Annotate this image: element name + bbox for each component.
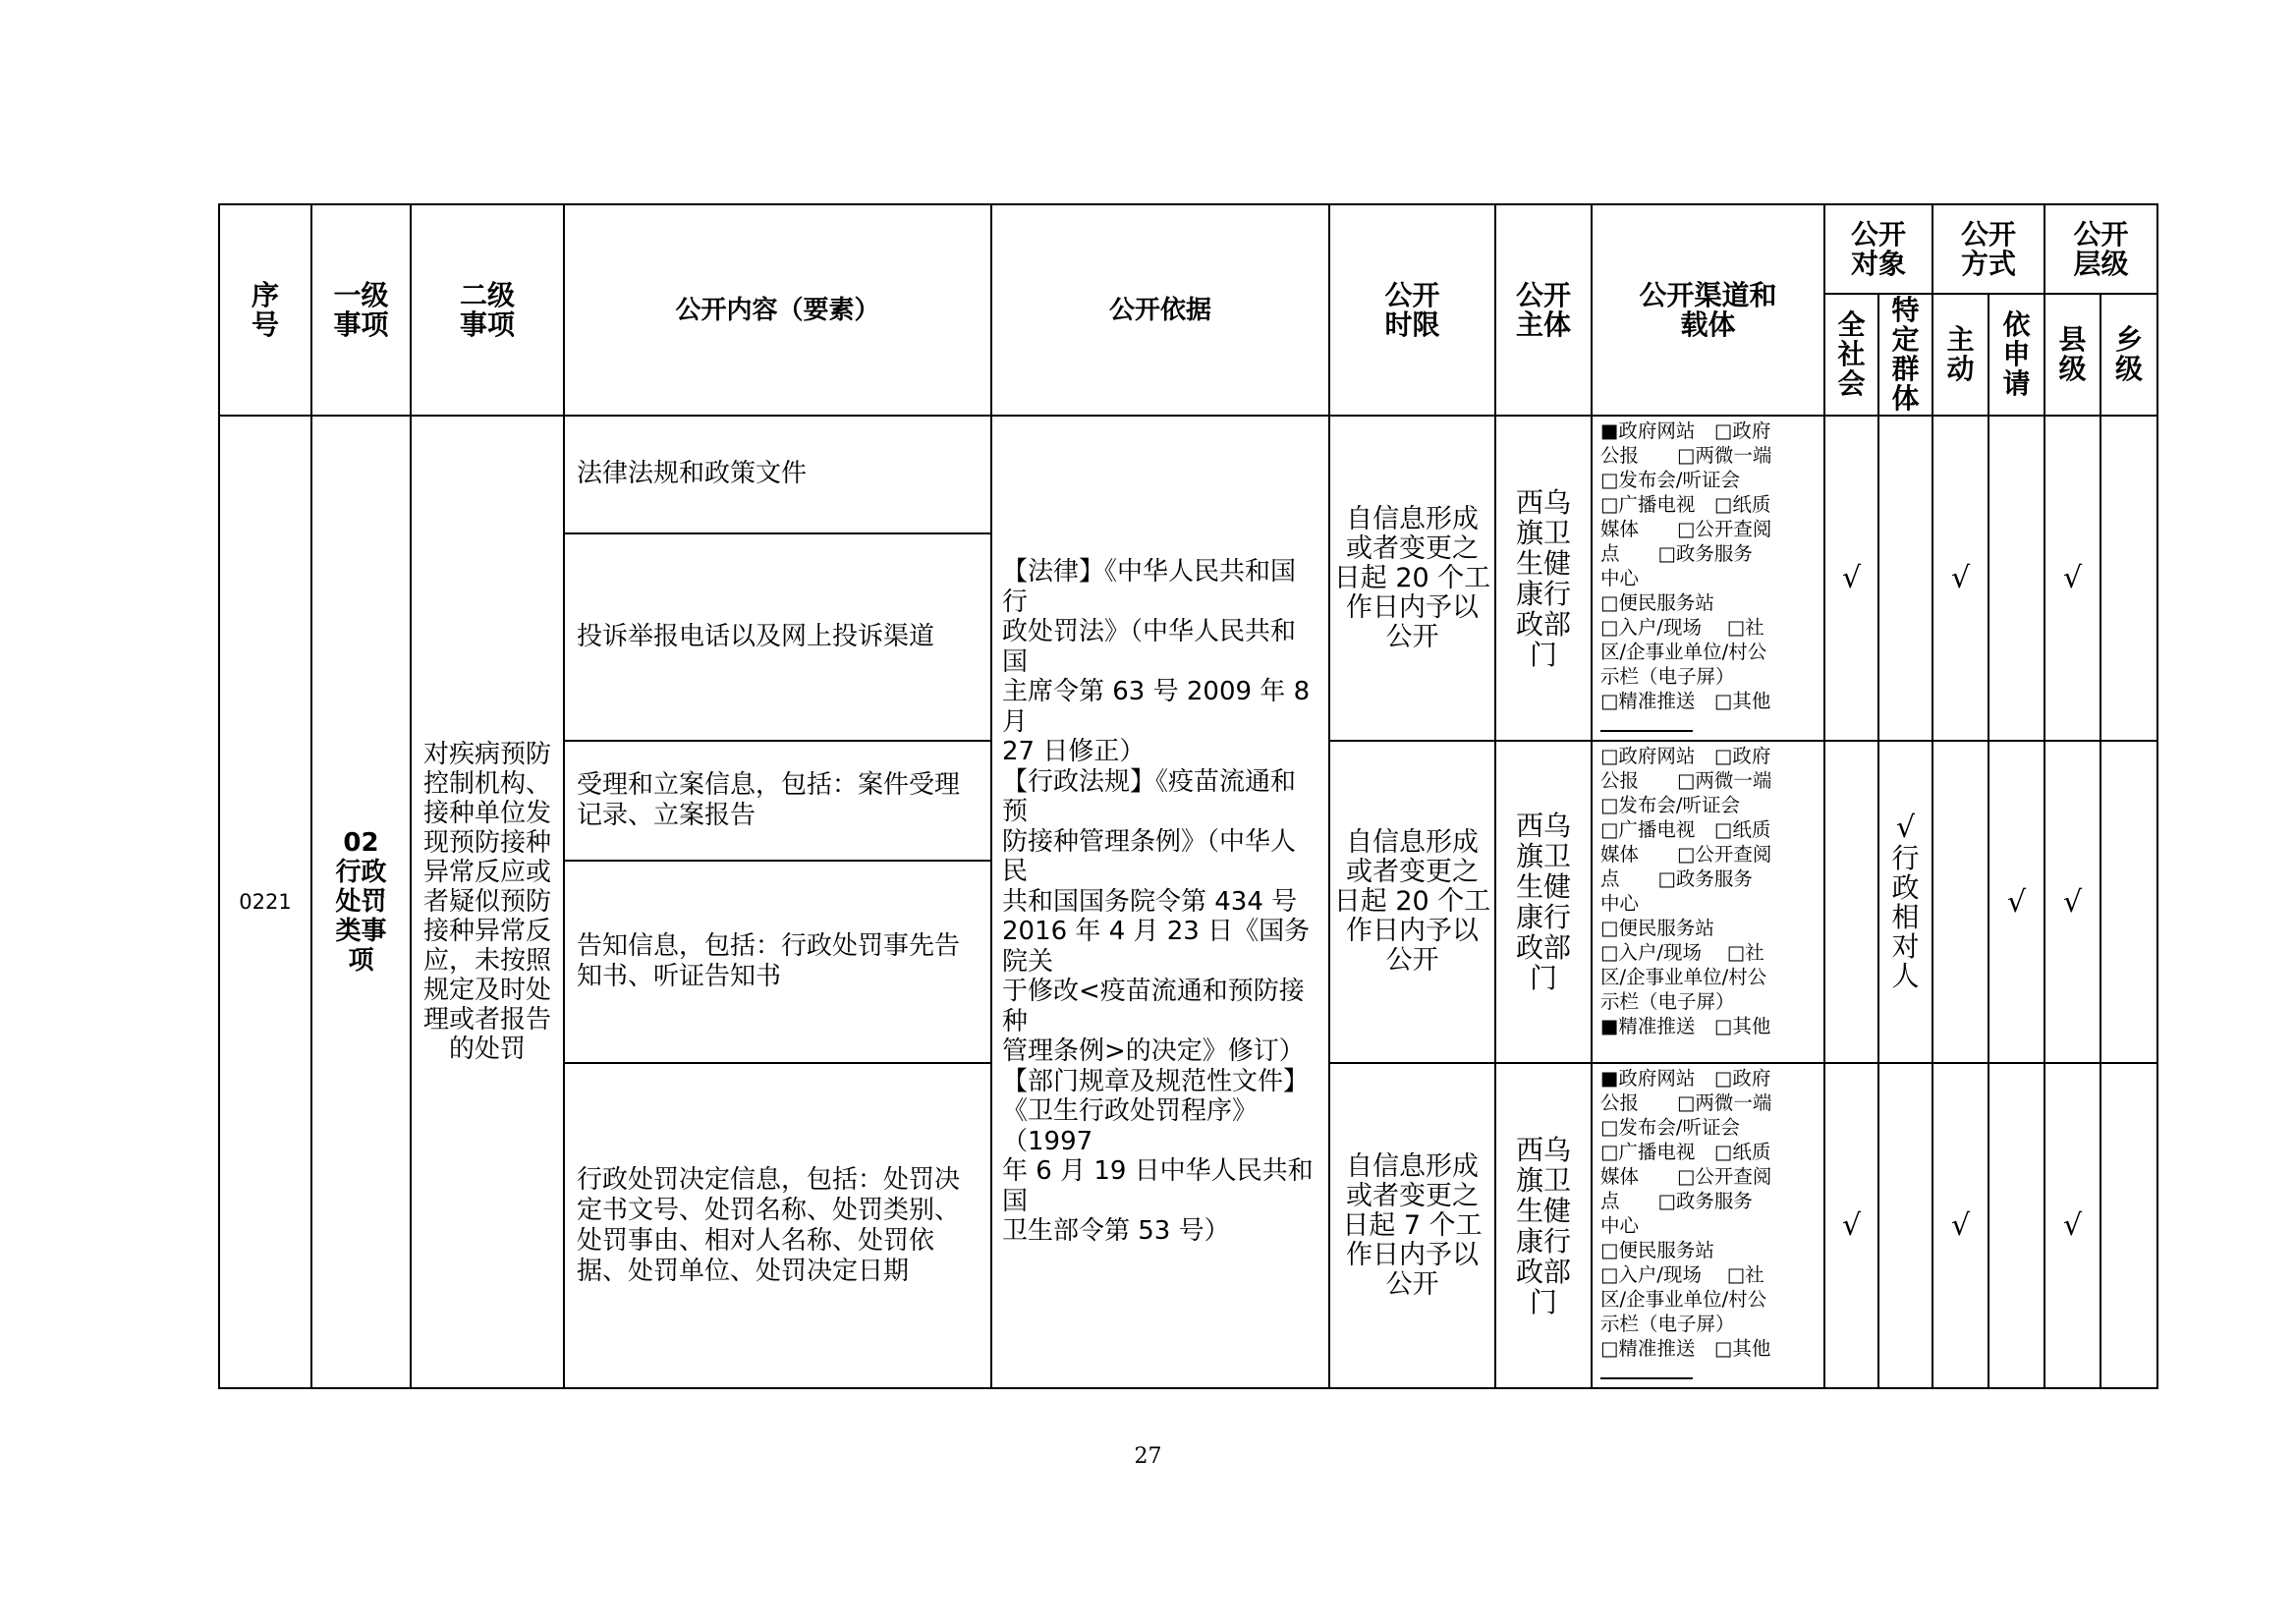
mark-all: [1824, 741, 1878, 1063]
channel-line: 媒体 □公开查阅: [1600, 518, 1772, 540]
time-line: 自信息形成: [1346, 1150, 1479, 1182]
row-level2: [411, 416, 564, 1388]
subject-line: 康行: [1515, 577, 1571, 610]
checkmark-icon: √: [1895, 811, 1916, 845]
time-line: 日起 20 个工: [1333, 562, 1491, 593]
basis-line: 管理条例>的决定》修订）: [1002, 1036, 1305, 1067]
mark-town: [2100, 1063, 2157, 1388]
subject-line: 康行: [1515, 901, 1571, 933]
header-channel-text: 公开渠道和载体: [1639, 278, 1777, 341]
header-time-limit-text: 公开时限: [1384, 278, 1440, 341]
header-level2-text: 二级事项: [460, 278, 516, 341]
mark-county: [2044, 741, 2100, 1063]
basis-line: 【部门规章及规范性文件】: [1002, 1066, 1310, 1096]
checkmark-icon: √: [1950, 1208, 1971, 1243]
channel-line: ■政府网站 □政府: [1600, 420, 1771, 442]
checkmark-icon: √: [2062, 884, 2083, 920]
channel-line: 公报 □两微一端: [1600, 444, 1772, 467]
channel-line: 媒体 □公开查阅: [1600, 1165, 1772, 1188]
content-item-text: 受理和立案信息，包括：案件受理记录、立案报告: [577, 770, 961, 830]
channel-line: □精准推送 □其他: [1600, 690, 1771, 712]
header-channel: [1592, 204, 1824, 416]
header-content-text: 公开内容（要素）: [675, 295, 880, 325]
header-level-text: 公开层级: [2073, 217, 2129, 280]
channel-line: 点 □政务服务: [1600, 542, 1753, 565]
header-level-county-text: 县级: [2058, 323, 2087, 385]
checkmark-icon: √: [2006, 884, 2027, 920]
subject: [1495, 741, 1592, 1063]
header-method-active: [1932, 294, 1988, 416]
channel-line: □广播电视 □纸质: [1600, 818, 1771, 841]
content-item: [564, 861, 991, 1063]
header-seq: [219, 204, 311, 416]
channel-line: □便民服务站: [1600, 917, 1714, 939]
time-line: 或者变更之: [1346, 532, 1479, 564]
channel-line: 点 □政务服务: [1600, 867, 1753, 890]
channel-line: 示栏（电子屏）: [1600, 1313, 1735, 1335]
time-line: 日起 7 个工: [1342, 1209, 1483, 1241]
channel-line: □发布会/听证会: [1600, 1116, 1740, 1139]
channel: [1592, 741, 1824, 1063]
header-level: [2044, 204, 2157, 294]
basis-line: 27 日修正）: [1002, 737, 1146, 767]
channel-line: □便民服务站: [1600, 1239, 1714, 1261]
subject-line: 门: [1529, 962, 1557, 994]
subject-line: 西乌: [1515, 810, 1571, 842]
header-subject: [1495, 204, 1592, 416]
header-method: [1932, 204, 2044, 294]
basis-line: 卫生部令第 53 号）: [1002, 1216, 1230, 1247]
mark-all: [1824, 416, 1878, 741]
channel: [1592, 416, 1824, 741]
time-line: 公开: [1385, 1268, 1439, 1300]
mark-request: [1988, 1063, 2044, 1388]
content-item-text: 法律法规和政策文件: [577, 459, 808, 489]
header-content: [564, 204, 991, 416]
time-limit: [1329, 741, 1495, 1063]
checkmark-icon: √: [1950, 561, 1971, 595]
header-level1-text: 一级事项: [333, 278, 389, 341]
time-line: 作日内予以: [1346, 916, 1479, 946]
checkmark-icon: √: [1841, 561, 1862, 595]
basis-line: 防接种管理条例》（中华人民: [1002, 826, 1297, 887]
channel-line: 公报 □两微一端: [1600, 769, 1772, 792]
header-method-text: 公开方式: [1961, 217, 2017, 280]
basis-line: 于修改<疫苗流通和预防接种: [1002, 977, 1305, 1036]
content-item-text: 投诉举报电话以及网上投诉渠道: [577, 621, 935, 651]
row-level1-text: 02 行政处罚类事项: [335, 828, 387, 976]
time-line: 作日内予以: [1346, 1239, 1479, 1270]
basis-line: 2016 年 4 月 23 日《国务院关: [1002, 917, 1311, 977]
mark-active: [1932, 741, 1988, 1063]
mark-county: [2044, 1063, 2100, 1388]
row-seq-text: 0221: [239, 890, 292, 914]
header-basis: [991, 204, 1329, 416]
time-line: 公开: [1385, 621, 1439, 652]
mark-active: [1932, 1063, 1988, 1388]
channel-line: 媒体 □公开查阅: [1600, 843, 1772, 866]
channel-line: ■精准推送 □其他: [1600, 1015, 1771, 1037]
basis-line: 年 6 月 19 日中华人民共和国: [1002, 1156, 1314, 1216]
content-item: [564, 741, 991, 861]
header-method-active-text: 主动: [1946, 323, 1975, 385]
channel-underline: [1600, 1361, 1816, 1385]
checkmark-icon: √: [2062, 561, 2083, 595]
subject-line: 门: [1529, 638, 1557, 671]
subject-line: 政部: [1515, 607, 1571, 641]
header-subject-text: 公开主体: [1516, 278, 1572, 341]
mark-specific: [1878, 1063, 1932, 1388]
subject-line: 旗卫: [1515, 1163, 1571, 1197]
channel-line: □发布会/听证会: [1600, 469, 1740, 491]
content-item: [564, 1063, 991, 1388]
basis-line: 【法律】《中华人民共和国行: [1002, 557, 1297, 617]
subject-line: 生健: [1515, 870, 1571, 903]
channel-line: 示栏（电子屏）: [1600, 665, 1735, 688]
header-level1: [311, 204, 411, 416]
page-number: 27: [1134, 1444, 1162, 1469]
checkmark-icon: √: [1841, 1208, 1862, 1243]
time-line: 或者变更之: [1346, 1180, 1479, 1211]
subject-line: 旗卫: [1515, 840, 1571, 872]
mark-specific: [1878, 416, 1932, 741]
channel-line: □政府网站 □政府: [1600, 745, 1771, 767]
channel-line: □便民服务站: [1600, 591, 1714, 614]
header-time-limit: [1329, 204, 1495, 416]
channel-line: 中心: [1600, 567, 1640, 589]
mark-town: [2100, 416, 2157, 741]
basis-line: 共和国国务院令第 434 号: [1002, 886, 1298, 917]
channel-line: 中心: [1600, 1214, 1640, 1237]
mark-request: [1988, 741, 2044, 1063]
channel-line: 中心: [1600, 892, 1640, 915]
channel-underline: [1600, 713, 1816, 738]
mark-town: [2100, 741, 2157, 1063]
row-level2-text: 对疾病预防控制机构、接种单位发现预防接种异常反应或者疑似预防接种异常反应，未按照规定及时处理或者报告的处罚: [422, 740, 551, 1064]
subject-line: 生健: [1515, 1194, 1571, 1227]
time-line: 自信息形成: [1346, 827, 1479, 858]
subject-line: 西乌: [1515, 485, 1571, 519]
channel-line: 点 □政务服务: [1600, 1190, 1753, 1212]
subject-line: 生健: [1515, 546, 1571, 580]
mark-request: [1988, 416, 2044, 741]
time-line: 公开: [1385, 945, 1439, 976]
header-level2: [411, 204, 564, 416]
header-target-text: 公开对象: [1851, 217, 1907, 280]
subject: [1495, 416, 1592, 741]
channel-line: □精准推送 □其他: [1600, 1337, 1771, 1360]
disclosure-table: [218, 203, 2158, 1389]
header-target-all-text: 全社会: [1837, 308, 1866, 400]
row-level1: [311, 416, 411, 1388]
subject-line: 西乌: [1515, 1133, 1571, 1166]
subject-line: 康行: [1515, 1224, 1571, 1258]
channel: [1592, 1063, 1824, 1388]
channel-line: □入户/现场 □社: [1600, 616, 1764, 639]
basis-line: 【行政法规】《疫苗流通和预: [1002, 766, 1297, 827]
channel-line: □广播电视 □纸质: [1600, 493, 1771, 516]
checkmark-icon: √: [2062, 1208, 2083, 1243]
header-method-request: [1988, 294, 2044, 416]
row-basis: [991, 416, 1329, 1388]
channel-line: □入户/现场 □社: [1600, 941, 1764, 964]
header-method-request-text: 依申请: [2002, 308, 2031, 400]
mark-specific: [1878, 741, 1932, 1063]
subject-line: 旗卫: [1515, 516, 1571, 549]
subject-line: 政部: [1515, 931, 1571, 964]
header-target-specific: [1878, 294, 1932, 416]
basis-line: 《卫生行政处罚程序》（1997: [1002, 1096, 1259, 1156]
specific-target-text: 行政相对人: [1891, 842, 1920, 992]
channel-line: □发布会/听证会: [1600, 794, 1740, 816]
subject-line: 政部: [1515, 1255, 1571, 1288]
header-level-town: [2100, 294, 2157, 416]
header-level-county: [2044, 294, 2100, 416]
basis-line: 主席令第 63 号 2009 年 8 月: [1002, 677, 1311, 737]
header-target-specific-text: 特定群体: [1891, 294, 1920, 415]
channel-line: ■政府网站 □政府: [1600, 1067, 1771, 1090]
mark-county: [2044, 416, 2100, 741]
header-target: [1824, 204, 1932, 294]
time-line: 作日内予以: [1346, 591, 1479, 623]
mark-all: [1824, 1063, 1878, 1388]
channel-line: 区/企事业单位/村公: [1600, 641, 1767, 663]
header-seq-text: 序号: [251, 278, 279, 341]
channel-line: 区/企事业单位/村公: [1600, 966, 1767, 988]
time-line: 自信息形成: [1346, 503, 1479, 534]
subject: [1495, 1063, 1592, 1388]
content-item: [564, 416, 991, 533]
subject-line: 门: [1529, 1285, 1557, 1318]
content-item: [564, 533, 991, 741]
time-limit: [1329, 1063, 1495, 1388]
mark-active: [1932, 416, 1988, 741]
row-seq: [219, 416, 311, 1388]
time-line: 或者变更之: [1346, 857, 1479, 887]
channel-line: 示栏（电子屏）: [1600, 990, 1735, 1013]
header-basis-text: 公开依据: [1108, 295, 1211, 325]
channel-line: 公报 □两微一端: [1600, 1091, 1772, 1114]
channel-line: □入户/现场 □社: [1600, 1263, 1764, 1286]
basis-line: 政处罚法》（中华人民共和国: [1002, 617, 1297, 677]
time-line: 日起 20 个工: [1333, 886, 1491, 917]
content-item-text: 行政处罚决定信息，包括：处罚决定书文号、处罚名称、处罚类别、处罚事由、相对人名称、处罚依据、处罚单位、处罚决定日期: [577, 1164, 961, 1286]
channel-line: 区/企事业单位/村公: [1600, 1288, 1767, 1311]
content-item-text: 告知信息，包括：行政处罚事先告知书、听证告知书: [577, 931, 961, 991]
channel-line: □广播电视 □纸质: [1600, 1141, 1771, 1163]
time-limit: [1329, 416, 1495, 741]
header-target-all: [1824, 294, 1878, 416]
header-level-town-text: 乡级: [2115, 323, 2144, 385]
